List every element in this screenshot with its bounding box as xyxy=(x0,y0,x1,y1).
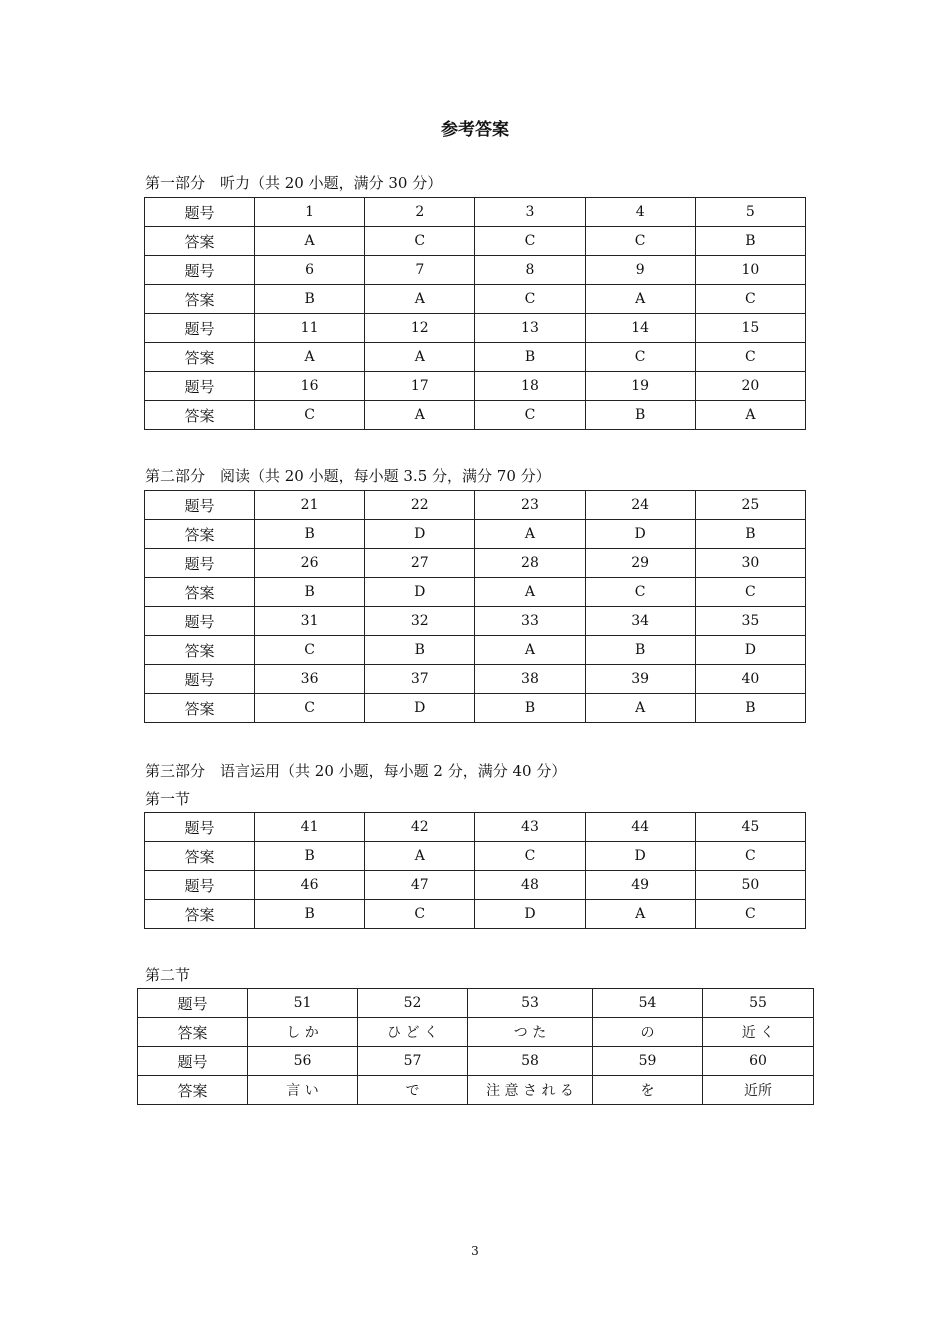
answer-cell: ひ ど く xyxy=(358,1018,468,1047)
answer-cell: C xyxy=(475,842,585,871)
answer-row-label: 答案 xyxy=(145,401,255,430)
table-body xyxy=(138,989,814,1105)
question-number-cell: 17 xyxy=(365,372,475,401)
answer-cell: C xyxy=(475,227,585,256)
question-row-label: 题号 xyxy=(138,989,248,1018)
question-row-label: 题号 xyxy=(145,198,255,227)
answer-row-label: 答案 xyxy=(145,636,255,665)
answer-cell: D xyxy=(365,694,475,723)
page-number: 3 xyxy=(471,1244,479,1258)
table-body xyxy=(145,491,806,723)
question-row xyxy=(145,871,806,900)
answer-row-label: 答案 xyxy=(145,343,255,372)
answer-cell: D xyxy=(695,636,805,665)
answer-row-label: 答案 xyxy=(145,842,255,871)
answer-row-label: 答案 xyxy=(145,227,255,256)
answer-cell: C xyxy=(255,401,365,430)
question-number-cell: 16 xyxy=(255,372,365,401)
answer-cell: D xyxy=(365,520,475,549)
section-3-part-1-heading: 第一节 xyxy=(145,790,191,808)
question-number-cell: 39 xyxy=(585,665,695,694)
language-use-part-2-table xyxy=(137,988,814,1105)
question-number-cell: 40 xyxy=(695,665,805,694)
answer-cell: で xyxy=(358,1076,468,1105)
question-number-cell: 29 xyxy=(585,549,695,578)
question-number-cell: 9 xyxy=(585,256,695,285)
question-number-cell: 5 xyxy=(695,198,805,227)
answer-cell: A xyxy=(255,227,365,256)
question-number-cell: 22 xyxy=(365,491,475,520)
answer-cell: A xyxy=(475,578,585,607)
question-number-cell: 42 xyxy=(365,813,475,842)
answer-row xyxy=(145,694,806,723)
question-number-cell: 20 xyxy=(695,372,805,401)
answer-cell: 言 い xyxy=(248,1076,358,1105)
question-row-label: 题号 xyxy=(145,665,255,694)
answer-cell: A xyxy=(695,401,805,430)
reading-answer-table xyxy=(144,490,806,723)
question-row xyxy=(145,372,806,401)
answer-cell: D xyxy=(585,520,695,549)
question-row xyxy=(145,607,806,636)
answer-cell: C xyxy=(255,694,365,723)
question-number-cell: 33 xyxy=(475,607,585,636)
answer-cell: A xyxy=(365,285,475,314)
question-number-cell: 19 xyxy=(585,372,695,401)
question-number-cell: 12 xyxy=(365,314,475,343)
question-number-cell: 36 xyxy=(255,665,365,694)
answer-row xyxy=(145,343,806,372)
answer-cell: C xyxy=(695,842,805,871)
question-row-label: 题号 xyxy=(145,607,255,636)
answer-row xyxy=(145,636,806,665)
question-number-cell: 32 xyxy=(365,607,475,636)
question-number-cell: 11 xyxy=(255,314,365,343)
question-number-cell: 6 xyxy=(255,256,365,285)
question-row-label: 题号 xyxy=(138,1047,248,1076)
language-use-part-1-table xyxy=(144,812,806,929)
answer-cell: D xyxy=(585,842,695,871)
answer-cell: B xyxy=(365,636,475,665)
answer-cell: C xyxy=(255,636,365,665)
answer-cell: B xyxy=(255,520,365,549)
question-number-cell: 48 xyxy=(475,871,585,900)
question-number-cell: 23 xyxy=(475,491,585,520)
question-row xyxy=(138,1047,814,1076)
answer-row-label: 答案 xyxy=(145,900,255,929)
question-number-cell: 8 xyxy=(475,256,585,285)
answer-row-label: 答案 xyxy=(138,1076,248,1105)
question-number-cell: 43 xyxy=(475,813,585,842)
question-number-cell: 7 xyxy=(365,256,475,285)
question-row-label: 题号 xyxy=(145,549,255,578)
listening-answer-table xyxy=(144,197,806,430)
answer-row-label: 答案 xyxy=(145,578,255,607)
table-body xyxy=(145,813,806,929)
answer-row xyxy=(145,520,806,549)
answer-cell: A xyxy=(365,842,475,871)
answer-row-label: 答案 xyxy=(145,520,255,549)
answer-cell: C xyxy=(585,578,695,607)
question-number-cell: 44 xyxy=(585,813,695,842)
answer-cell: C xyxy=(585,343,695,372)
answer-cell: 近所 xyxy=(703,1076,814,1105)
answer-cell: A xyxy=(365,401,475,430)
question-number-cell: 31 xyxy=(255,607,365,636)
question-number-cell: 26 xyxy=(255,549,365,578)
question-number-cell: 41 xyxy=(255,813,365,842)
answer-cell: C xyxy=(695,900,805,929)
answer-cell: 近 く xyxy=(703,1018,814,1047)
section-2-heading: 第二部分 阅读（共 20 小题，每小题 3.5 分，满分 70 分） xyxy=(145,467,551,485)
question-row-label: 题号 xyxy=(145,491,255,520)
answer-cell: を xyxy=(593,1076,703,1105)
answer-cell: B xyxy=(585,636,695,665)
answer-cell: D xyxy=(365,578,475,607)
answer-cell: B xyxy=(475,694,585,723)
question-row-label: 题号 xyxy=(145,372,255,401)
question-number-cell: 30 xyxy=(695,549,805,578)
answer-cell: C xyxy=(695,285,805,314)
question-number-cell: 46 xyxy=(255,871,365,900)
question-number-cell: 24 xyxy=(585,491,695,520)
answer-cell: B xyxy=(695,227,805,256)
answer-row xyxy=(138,1076,814,1105)
question-number-cell: 15 xyxy=(695,314,805,343)
question-number-cell: 51 xyxy=(248,989,358,1018)
answer-cell: C xyxy=(475,285,585,314)
section-3-part-2-heading: 第二节 xyxy=(145,966,191,984)
question-row xyxy=(145,665,806,694)
question-number-cell: 57 xyxy=(358,1047,468,1076)
question-number-cell: 56 xyxy=(248,1047,358,1076)
question-number-cell: 18 xyxy=(475,372,585,401)
question-number-cell: 2 xyxy=(365,198,475,227)
answer-cell: B xyxy=(695,520,805,549)
question-number-cell: 35 xyxy=(695,607,805,636)
answer-cell: A xyxy=(475,520,585,549)
question-number-cell: 49 xyxy=(585,871,695,900)
table-body xyxy=(145,198,806,430)
question-row xyxy=(145,813,806,842)
question-number-cell: 55 xyxy=(703,989,814,1018)
question-number-cell: 25 xyxy=(695,491,805,520)
answer-row-label: 答案 xyxy=(138,1018,248,1047)
page-title: 参考答案 xyxy=(441,120,509,140)
question-row xyxy=(145,256,806,285)
answer-cell: B xyxy=(255,842,365,871)
question-row-label: 题号 xyxy=(145,314,255,343)
question-row xyxy=(145,314,806,343)
question-number-cell: 54 xyxy=(593,989,703,1018)
question-number-cell: 53 xyxy=(468,989,593,1018)
question-number-cell: 13 xyxy=(475,314,585,343)
question-number-cell: 4 xyxy=(585,198,695,227)
question-row xyxy=(138,989,814,1018)
answer-cell: C xyxy=(695,578,805,607)
answer-cell: A xyxy=(475,636,585,665)
answer-row xyxy=(145,285,806,314)
answer-cell: A xyxy=(585,694,695,723)
answer-cell: し か xyxy=(248,1018,358,1047)
question-number-cell: 3 xyxy=(475,198,585,227)
answer-cell: D xyxy=(475,900,585,929)
answer-cell: 注 意 さ れ る xyxy=(468,1076,593,1105)
answer-cell: C xyxy=(365,227,475,256)
answer-cell: B xyxy=(255,578,365,607)
answer-cell: つ た xyxy=(468,1018,593,1047)
section-1-heading: 第一部分 听力（共 20 小题，满分 30 分） xyxy=(145,174,443,192)
question-number-cell: 34 xyxy=(585,607,695,636)
answer-cell: A xyxy=(585,285,695,314)
answer-cell: C xyxy=(695,343,805,372)
answer-row xyxy=(145,227,806,256)
answer-cell: A xyxy=(365,343,475,372)
answer-row xyxy=(145,842,806,871)
answer-cell: C xyxy=(585,227,695,256)
answer-cell: B xyxy=(695,694,805,723)
question-number-cell: 37 xyxy=(365,665,475,694)
answer-cell: B xyxy=(475,343,585,372)
answer-row xyxy=(145,401,806,430)
section-3-heading: 第三部分 语言运用（共 20 小题，每小题 2 分，满分 40 分） xyxy=(145,762,567,780)
question-number-cell: 1 xyxy=(255,198,365,227)
answer-row-label: 答案 xyxy=(145,694,255,723)
answer-cell: C xyxy=(475,401,585,430)
answer-cell: A xyxy=(585,900,695,929)
question-number-cell: 59 xyxy=(593,1047,703,1076)
question-row xyxy=(145,491,806,520)
answer-row xyxy=(145,578,806,607)
question-number-cell: 21 xyxy=(255,491,365,520)
answer-cell: B xyxy=(255,285,365,314)
answer-cell: A xyxy=(255,343,365,372)
question-row-label: 题号 xyxy=(145,256,255,285)
question-number-cell: 58 xyxy=(468,1047,593,1076)
question-number-cell: 60 xyxy=(703,1047,814,1076)
question-number-cell: 28 xyxy=(475,549,585,578)
answer-row xyxy=(138,1018,814,1047)
question-number-cell: 14 xyxy=(585,314,695,343)
question-row xyxy=(145,549,806,578)
question-row xyxy=(145,198,806,227)
answer-row-label: 答案 xyxy=(145,285,255,314)
question-number-cell: 38 xyxy=(475,665,585,694)
answer-cell: C xyxy=(365,900,475,929)
question-number-cell: 52 xyxy=(358,989,468,1018)
question-number-cell: 47 xyxy=(365,871,475,900)
answer-cell: の xyxy=(593,1018,703,1047)
question-number-cell: 50 xyxy=(695,871,805,900)
answer-cell: B xyxy=(585,401,695,430)
answer-cell: B xyxy=(255,900,365,929)
question-row-label: 题号 xyxy=(145,871,255,900)
question-number-cell: 27 xyxy=(365,549,475,578)
question-number-cell: 10 xyxy=(695,256,805,285)
answer-row xyxy=(145,900,806,929)
question-row-label: 题号 xyxy=(145,813,255,842)
question-number-cell: 45 xyxy=(695,813,805,842)
